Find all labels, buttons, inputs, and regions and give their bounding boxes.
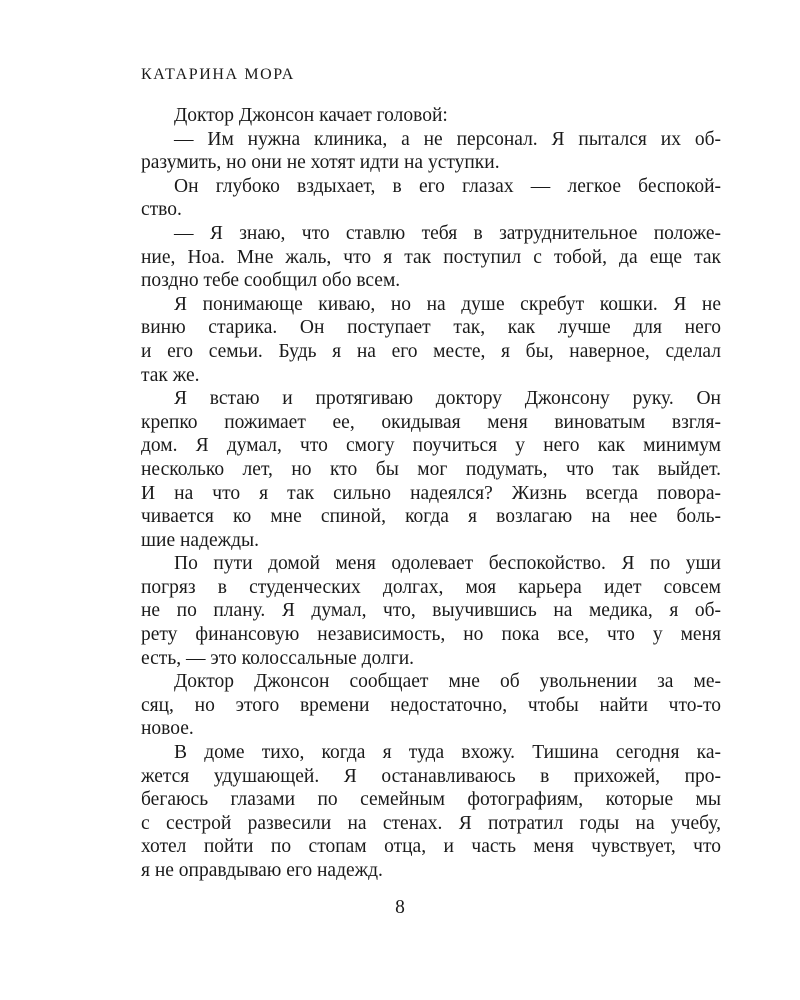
text-line: рету финансовую независимость, но пока все, что у меня bbox=[141, 624, 721, 646]
text-line: дом. Я думал, что смогу поучиться у него как минимум bbox=[141, 435, 721, 457]
text-line: разумить, но они не хотят идти на уступки. bbox=[141, 152, 500, 174]
text-line: чивается ко мне спиной, когда я возлагаю на нее боль- bbox=[141, 506, 721, 528]
text-line: виню старика. Он поступает так, как лучше для него bbox=[141, 317, 721, 339]
text-line: я не оправдываю его надежд. bbox=[141, 860, 383, 881]
text-line: — Им нужна клиника, а не персонал. Я пытался их об- bbox=[174, 128, 721, 150]
text-line: В доме тихо, когда я туда вхожу. Тишина сегодня ка- bbox=[174, 742, 721, 764]
text-line: хотел пойти по стопам отца, и часть меня чувствует, что bbox=[141, 836, 721, 858]
text-line: поздно тебе сообщил обо всем. bbox=[141, 270, 401, 292]
text-line: есть, — это колоссальные долги. bbox=[141, 647, 415, 669]
text-line: с сестрой развесили на стенах. Я потратил годы на учебу, bbox=[141, 812, 721, 834]
text-line: новое. bbox=[141, 718, 194, 740]
text-line: ние, Ноа. Мне жаль, что я так поступил с тобой, да еще так bbox=[141, 246, 721, 268]
text-line: Я встаю и протягиваю доктору Джонсону руку. Он bbox=[174, 388, 721, 410]
text-line: — Я знаю, что ставлю тебя в затруднительное положе- bbox=[174, 222, 721, 244]
text-line: шие надежды. bbox=[141, 529, 260, 551]
text-line: Он глубоко вздыхает, в его глазах — легкое беспокой- bbox=[174, 175, 721, 197]
text-line: и его семьи. Будь я на его месте, я бы, наверное, сделал bbox=[141, 340, 721, 362]
text-line: так же. bbox=[141, 364, 200, 386]
text-line: По пути домой меня одолевает беспокойство. Я по уши bbox=[174, 553, 721, 575]
text-line: сяц, но этого времени недостаточно, чтобы найти что-то bbox=[141, 694, 721, 716]
text-line: несколько лет, но кто бы мог подумать, что так выйдет. bbox=[141, 458, 721, 480]
text-line: ство. bbox=[141, 199, 182, 221]
running-header: КАТАРИНА МОРА bbox=[141, 66, 295, 83]
body-text bbox=[141, 104, 721, 883]
text-line: Доктор Джонсон качает головой: bbox=[174, 105, 448, 126]
text-line: не по плану. Я думал, что, выучившись на медика, я об- bbox=[141, 600, 721, 622]
page-number: 8 bbox=[395, 897, 405, 918]
text-line: жется удушающей. Я останавливаюсь в прихожей, про- bbox=[141, 765, 721, 787]
text-line: Доктор Джонсон сообщает мне об увольнении за ме- bbox=[174, 671, 721, 693]
text-line: погряз в студенческих долгах, моя карьера идет совсем bbox=[141, 576, 721, 598]
text-line: крепко пожимает ее, окидывая меня виноватым взгля- bbox=[141, 411, 721, 433]
text-line: Я понимающе киваю, но на душе скребут кошки. Я не bbox=[174, 293, 721, 315]
text-line: И на что я так сильно надеялся? Жизнь всегда повора- bbox=[141, 482, 721, 504]
text-line: бегаюсь глазами по семейным фотографиям, которые мы bbox=[141, 789, 721, 811]
